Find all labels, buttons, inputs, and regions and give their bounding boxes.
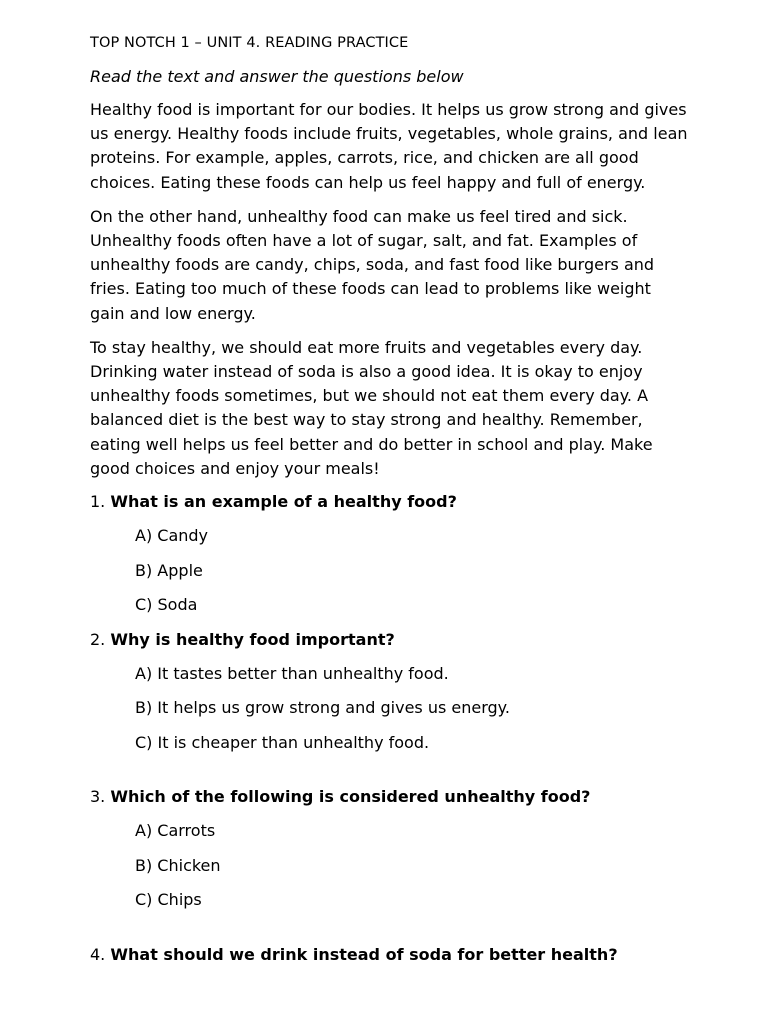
question-text: What should we drink instead of soda for better health?: [110, 944, 618, 964]
answer-options: [90, 820, 690, 911]
answer-option: C) Soda: [135, 595, 198, 615]
answer-option: A) Carrots: [135, 821, 216, 841]
instruction-text: Read the text and answer the questions below: [90, 67, 464, 86]
answer-option: B) Apple: [135, 560, 203, 580]
answer-option: A) It tastes better than unhealthy food.: [135, 663, 449, 683]
question-1: [90, 491, 690, 513]
document-header: TOP NOTCH 1 – UNIT 4. READING PRACTICE: [90, 35, 409, 51]
paragraph: Healthy food is important for our bodies. It helps us grow strong and gives us energy. Healthy foods include fruits, vegetables, whole grains, and lean proteins. For example, apples, carrots, rice, and chicken are all good choices. Eating these foods can help us feel happy and full of energy.: [90, 100, 688, 192]
question-3: [90, 786, 690, 808]
question-number: 4.: [90, 944, 106, 964]
answer-option: C) Chips: [135, 890, 202, 910]
answer-option: B) Chicken: [135, 855, 221, 875]
question-number: 1.: [90, 492, 106, 512]
answer-option: B) It helps us grow strong and gives us energy.: [135, 698, 510, 718]
answer-option: C) It is cheaper than unhealthy food.: [135, 732, 430, 752]
paragraph: On the other hand, unhealthy food can make us feel tired and sick. Unhealthy foods often have a lot of sugar, salt, and fat. Examples of unhealthy foods are candy, chips, soda, and fast food like burgers and fries. Eating too much of these foods can lead to problems like weight gain and low energy.: [90, 206, 655, 323]
question-2: [90, 629, 690, 651]
answer-option: A) Candy: [135, 526, 209, 546]
spacer: [90, 924, 690, 944]
spacer: [90, 766, 690, 786]
question-number: 3.: [90, 787, 106, 807]
question-text: Why is healthy food important?: [110, 629, 395, 649]
question-text: Which of the following is considered unhealthy food?: [110, 787, 591, 807]
document-page: [90, 34, 690, 978]
answer-options: [90, 663, 690, 754]
answer-options: [90, 525, 690, 616]
question-text: What is an example of a healthy food?: [110, 492, 457, 512]
paragraph: To stay healthy, we should eat more fruits and vegetables every day. Drinking water instead of soda is also a good idea. It is okay to enjoy unhealthy foods sometimes, but we should not eat them every day. A balanced diet is the best way to stay strong and healthy. Remember, eating well helps us feel better and do better in school and play. Make good choices and enjoy your meals!: [90, 337, 653, 478]
question-4: [90, 944, 690, 966]
question-number: 2.: [90, 629, 106, 649]
